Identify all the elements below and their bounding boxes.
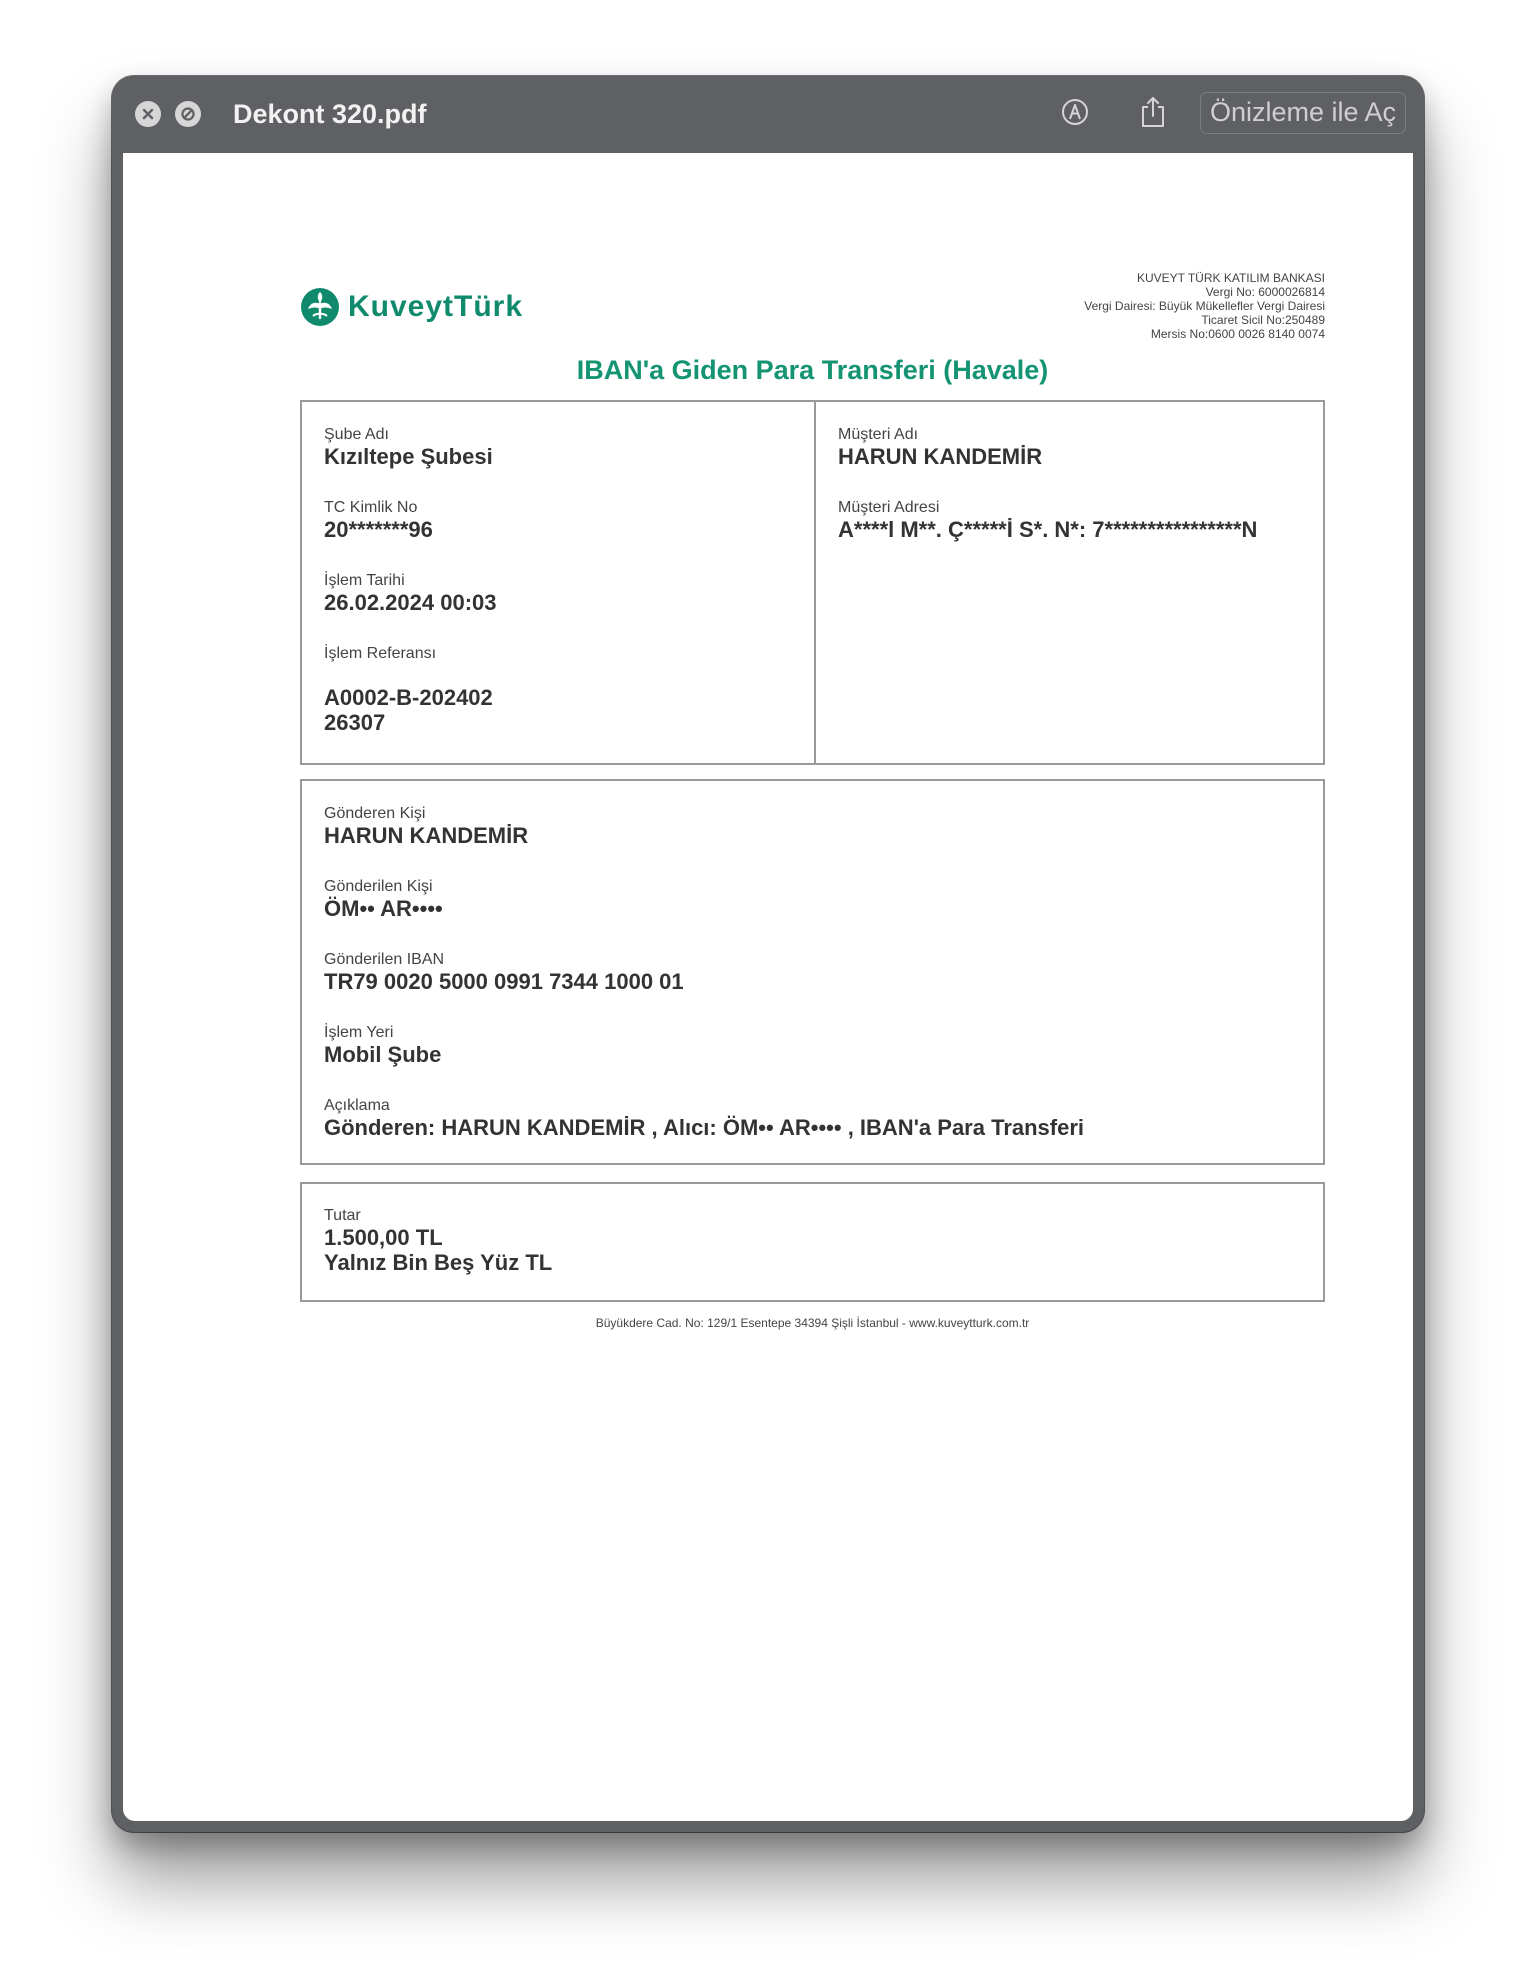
customer-address-field xyxy=(838,499,1257,542)
kuveyt-turk-logo-icon xyxy=(300,287,340,327)
block-icon xyxy=(180,106,196,122)
quick-look-window xyxy=(112,76,1424,1832)
document-footer: Büyükdere Cad. No: 129/1 Esentepe 34394 Şişli İstanbul - www.kuveytturk.com.tr xyxy=(595,1316,1030,1330)
sender-value: HARUN KANDEMİR xyxy=(324,823,529,848)
txn-place-field xyxy=(324,1024,441,1067)
bank-logo-text: KuveytTürk xyxy=(348,290,524,323)
tc-no-field xyxy=(324,499,433,542)
txn-date-value: 26.02.2024 00:03 xyxy=(324,590,497,615)
window-title: Dekont 320.pdf xyxy=(233,99,427,129)
recipient-iban-field xyxy=(324,951,684,994)
customer-name-field xyxy=(838,426,1042,469)
bank-trade-registry: Ticaret Sicil No:250489 xyxy=(1201,313,1325,327)
fullscreen-disabled-button[interactable] xyxy=(175,101,201,127)
branch-value: Kızıltepe Şubesi xyxy=(324,444,493,469)
bank-tax-office: Vergi Dairesi: Büyük Mükellefler Vergi Dairesi xyxy=(1084,299,1325,313)
customer-address-value: A****l M**. Ç*****İ S*. N*: 7****************N xyxy=(838,517,1258,542)
sender-field xyxy=(324,805,528,848)
receipt-document xyxy=(123,153,1413,1821)
bank-name: KUVEYT TÜRK KATILIM BANKASI xyxy=(1136,271,1325,285)
customer-address-label: Müşteri Adresi xyxy=(838,499,940,516)
markup-button[interactable] xyxy=(1057,96,1093,132)
description-field xyxy=(324,1097,1084,1140)
close-icon xyxy=(142,108,154,120)
share-button[interactable] xyxy=(1135,96,1171,132)
tc-no-value: 20*******96 xyxy=(324,517,433,542)
tc-no-label: TC Kimlik No xyxy=(324,499,418,516)
recipient-label: Gönderilen Kişi xyxy=(324,878,433,895)
account-info-box xyxy=(300,400,1325,765)
txn-ref-value-line2: 26307 xyxy=(324,710,386,735)
branch-field xyxy=(324,426,493,469)
bank-logo xyxy=(300,287,523,327)
bank-info xyxy=(905,271,1325,341)
customer-name-label: Müşteri Adı xyxy=(838,426,919,443)
sender-label: Gönderen Kişi xyxy=(324,805,426,822)
document-title: IBAN'a Giden Para Transferi (Havale) xyxy=(576,355,1049,385)
close-button[interactable] xyxy=(135,101,161,127)
branch-label: Şube Adı xyxy=(324,426,389,443)
txn-ref-field xyxy=(324,645,493,735)
window-titlebar xyxy=(112,76,1424,152)
recipient-iban-value: TR79 0020 5000 0991 7344 1000 01 xyxy=(324,969,684,994)
txn-date-field xyxy=(324,572,497,615)
description-value: Gönderen: HARUN KANDEMİR , Alıcı: ÖM•• AR•••• , IBAN'a Para Transferi xyxy=(324,1115,1085,1140)
recipient-value: ÖM•• AR•••• xyxy=(324,896,443,921)
amount-field xyxy=(324,1207,552,1275)
transfer-details-box xyxy=(300,779,1325,1165)
box-divider xyxy=(814,402,816,763)
txn-ref-value-line1: A0002-B-202402 xyxy=(324,685,493,710)
customer-name-value: HARUN KANDEMİR xyxy=(838,444,1043,469)
amount-box xyxy=(300,1182,1325,1302)
recipient-field xyxy=(324,878,443,921)
pdf-preview[interactable] xyxy=(123,153,1413,1821)
share-icon xyxy=(1139,95,1167,134)
amount-in-words: Yalnız Bin Beş Yüz TL xyxy=(324,1250,553,1275)
description-label: Açıklama xyxy=(324,1097,390,1114)
markup-icon xyxy=(1060,97,1090,132)
amount-value: 1.500,00 TL xyxy=(324,1225,443,1250)
bank-tax-no: Vergi No: 6000026814 xyxy=(1205,285,1325,299)
txn-place-label: İşlem Yeri xyxy=(324,1024,394,1041)
amount-label: Tutar xyxy=(324,1207,361,1224)
txn-date-label: İşlem Tarihi xyxy=(324,572,405,589)
recipient-iban-label: Gönderilen IBAN xyxy=(324,951,445,968)
open-with-preview-button[interactable]: Önizleme ile Aç xyxy=(1200,92,1406,134)
txn-place-value: Mobil Şube xyxy=(324,1042,442,1067)
bank-mersis: Mersis No:0600 0026 8140 0074 xyxy=(1150,327,1325,341)
txn-ref-label: İşlem Referansı xyxy=(324,645,437,662)
